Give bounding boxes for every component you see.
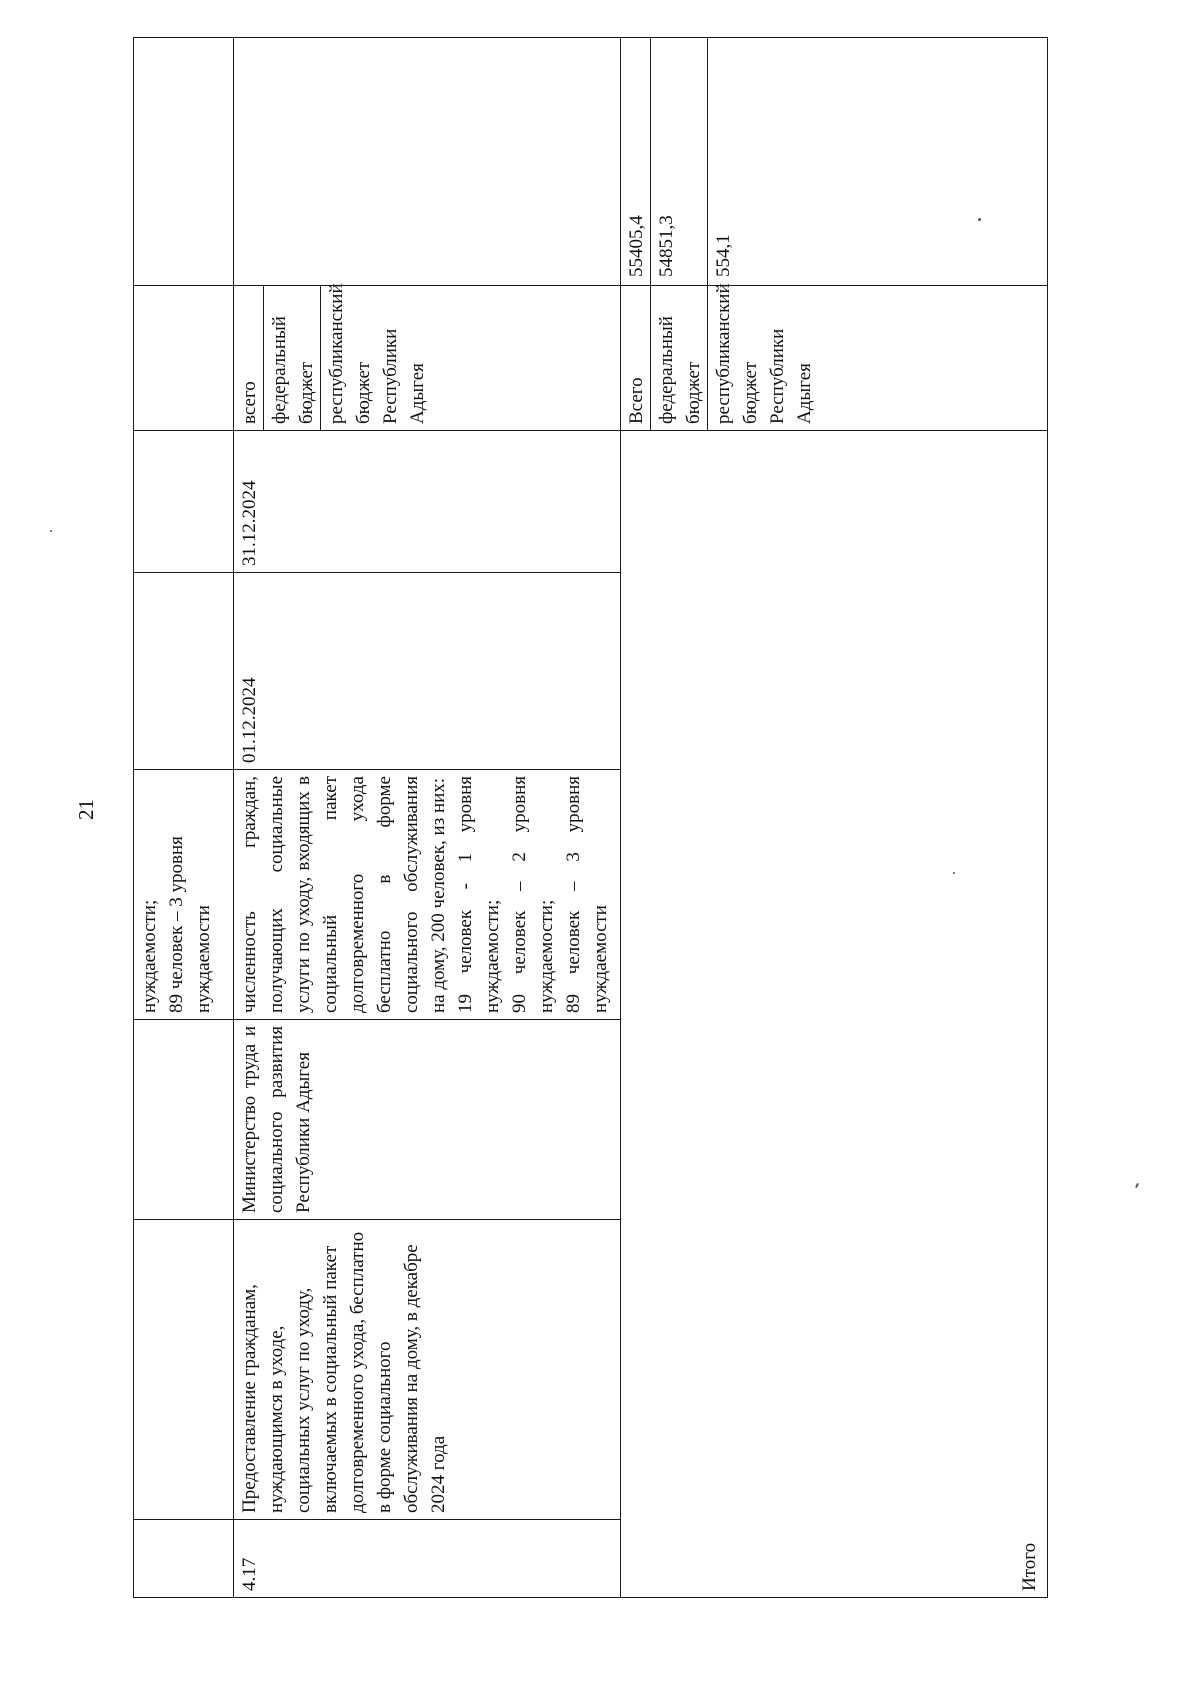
total-label-cell (621, 431, 1048, 1598)
total-amount: 54851,3 (656, 215, 677, 277)
executor-cell (234, 1020, 621, 1220)
funding-source-cell (264, 286, 321, 431)
scan-speck (50, 530, 52, 532)
end-date: 31.12.2024 (239, 480, 260, 566)
total-amount-cell (708, 38, 1048, 286)
start-date-cell (234, 573, 621, 770)
executor-text: Министерство труда и социального развития Республики Адыгея (239, 1026, 314, 1213)
program-table (133, 37, 1048, 1598)
scan-speck (953, 872, 955, 874)
total-source-cell (708, 283, 1048, 431)
total-amount-cell (651, 38, 708, 286)
total-label: Итого (1019, 1542, 1040, 1591)
carryover-source-cell (134, 286, 234, 431)
funding-amount-cell (234, 38, 621, 286)
carryover-number-cell (134, 1520, 234, 1598)
scan-speck (1135, 1183, 1139, 1188)
funding-source: всего (239, 381, 260, 424)
carryover-indicator-cell (134, 770, 234, 1020)
rotated-table-wrapper (133, 38, 1040, 1598)
event-text: Предоставление гражданам, нуждающимся в уходе, социальных услуг по уходу, включаемых в социальный пакет долговременного ухода, бесплатно в форме социального обслуживания на дому, в декабре 2024 года (239, 1231, 449, 1513)
indicator-text: численность граждан, получающих социальные услуги по уходу, входящих в социальный пакет долговременного ухода бесплатно в форме социального обслуживания на дому, 200 человек, из них: 19 человек - 1 уровня нуждаемости; 90 человек – 2 уровня нуждаемости; 89 человек – 3 уровня нуждаемости (239, 776, 611, 1013)
start-date: 01.12.2024 (239, 677, 260, 763)
indicator-cell (234, 770, 621, 1020)
total-amount: 554,1 (713, 234, 734, 277)
carryover-start-cell (134, 573, 234, 770)
total-source: федеральный бюджет (656, 316, 704, 424)
total-row (621, 38, 651, 1598)
scan-speck (978, 218, 981, 221)
row-number-cell (234, 1520, 621, 1598)
total-source: республиканский бюджет Республики Адыгея (713, 283, 815, 424)
event-cell (234, 1220, 621, 1520)
funding-source: республиканский бюджет Республики Адыгея (326, 283, 428, 424)
carryover-executor-cell (134, 1020, 234, 1220)
page-number: 21 (74, 799, 98, 820)
carryover-amount-cell (134, 38, 234, 286)
total-source-cell (621, 286, 651, 431)
total-amount-cell (621, 38, 651, 286)
funding-source-cell (234, 286, 264, 431)
funding-source: федеральный бюджет (269, 316, 317, 424)
total-source-cell (651, 286, 708, 431)
row-4-17 (234, 38, 264, 1598)
carryover-row (134, 38, 234, 1598)
carryover-event-cell (134, 1220, 234, 1520)
total-source: Всего (626, 377, 647, 424)
end-date-cell (234, 431, 621, 573)
total-amount: 55405,4 (626, 215, 647, 277)
carryover-end-cell (134, 431, 234, 573)
funding-source-cell (321, 283, 621, 431)
row-number: 4.17 (239, 1557, 260, 1591)
carryover-indicator-text: нуждаемости; 89 человек – 3 уровня нуждаемости (139, 836, 214, 1013)
